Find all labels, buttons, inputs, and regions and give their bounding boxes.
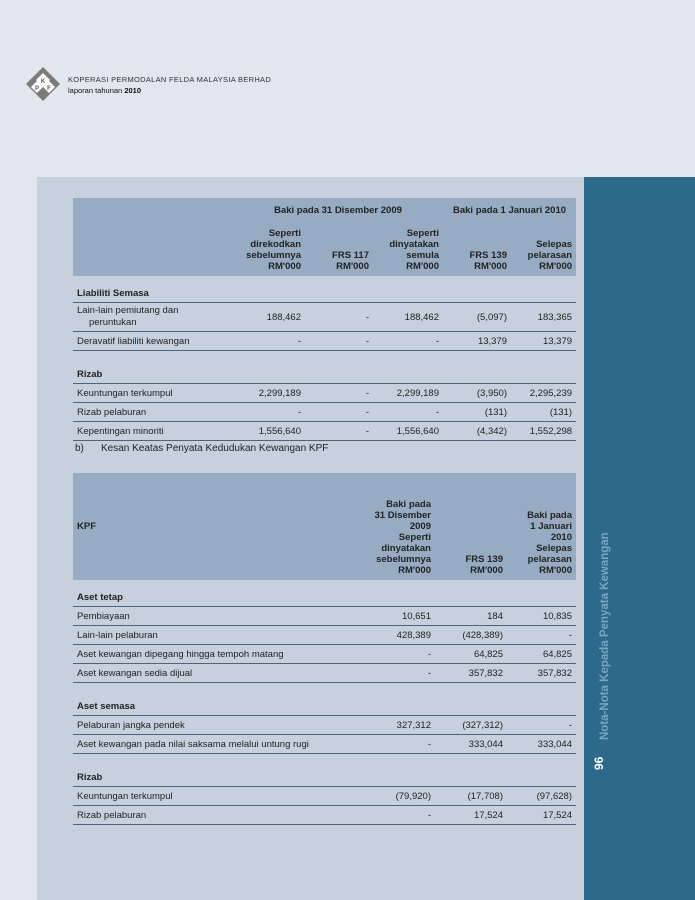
cell-value: -: [305, 422, 373, 441]
row-label: Rizab pelaburan: [73, 403, 233, 422]
cell-value: -: [305, 384, 373, 403]
cell-value: -: [343, 806, 435, 825]
row-label: Pembiayaan: [73, 607, 343, 626]
svg-text:K: K: [40, 79, 46, 85]
entity-label: KPF: [73, 473, 343, 580]
section-title: Rizab: [77, 771, 103, 783]
cell-value: (131): [443, 403, 511, 422]
table-row: [73, 332, 576, 351]
cell-value: -: [343, 735, 435, 754]
group-header-jan-2010: Baki pada 1 Januari 2010: [443, 198, 576, 222]
table1-col-header-2: FRS 117 RM'000: [305, 222, 373, 276]
cell-value: 188,462: [233, 303, 305, 332]
cell-value: 183,365: [511, 303, 576, 332]
cell-value: -: [373, 403, 443, 422]
cell-value: -: [305, 403, 373, 422]
section-title: Aset tetap: [77, 591, 123, 603]
kpf-effect-table: [73, 473, 576, 825]
table2-col-header-1: Baki pada 31 Disember 2009 Seperti dinyatakan sebelumnya RM'000: [343, 473, 435, 580]
cell-value: -: [305, 332, 373, 351]
table-row: [73, 645, 576, 664]
table-row: [73, 303, 576, 332]
cell-value: -: [507, 716, 576, 735]
adjustment-table-group: [73, 198, 576, 441]
row-label: Aset kewangan pada nilai saksama melalui untung rugi: [73, 735, 343, 754]
section-title: Rizab: [77, 368, 103, 380]
cell-value: -: [305, 303, 373, 332]
organization-name: KOPERASI PERMODALAN FELDA MALAYSIA BERHAD: [68, 75, 272, 84]
cell-value: 2,299,189: [373, 384, 443, 403]
table1-col-header-1: Seperti direkodkan sebelumnya RM'000: [233, 222, 305, 276]
row-label: Deravatif liabiliti kewangan: [73, 332, 233, 351]
report-title: laporan tahunan 2010: [68, 86, 141, 95]
cell-value: (428,389): [435, 626, 507, 645]
page-number: 96: [592, 756, 606, 770]
table-row: [73, 403, 576, 422]
cell-value: (79,920): [343, 787, 435, 806]
cell-value: (5,097): [443, 303, 511, 332]
table2-col-header-3: Baki pada 1 Januari 2010 Selepas pelarasan RM'000: [507, 473, 576, 580]
cell-value: 10,835: [507, 607, 576, 626]
cell-value: 333,044: [435, 735, 507, 754]
row-label: Rizab pelaburan: [73, 806, 343, 825]
cell-value: 2,295,239: [511, 384, 576, 403]
cell-value: 428,389: [343, 626, 435, 645]
cell-value: (3,950): [443, 384, 511, 403]
table-row: [73, 787, 576, 806]
table2-col-header-2: FRS 139 RM'000: [435, 473, 507, 580]
table1-col-header-4: FRS 139 RM'000: [443, 222, 511, 276]
table-row: [73, 716, 576, 735]
row-label: Lain-lain pemiutang dan peruntukan: [73, 303, 233, 332]
cell-value: (17,708): [435, 787, 507, 806]
row-label: Pelaburan jangka pendek: [73, 716, 343, 735]
table1-col-header-3: Seperti dinyatakan semula RM'000: [373, 222, 443, 276]
cell-value: 188,462: [373, 303, 443, 332]
cell-value: -: [373, 332, 443, 351]
table-row: [73, 806, 576, 825]
table1-header: [73, 198, 576, 276]
section-title: Aset semasa: [77, 700, 136, 712]
row-label: Aset kewangan sedia dijual: [73, 664, 343, 683]
cell-value: 333,044: [507, 735, 576, 754]
row-label: Lain-lain pelaburan: [73, 626, 343, 645]
section-title: Liabiliti Semasa: [77, 287, 149, 299]
cell-value: 357,832: [435, 664, 507, 683]
table-row: [73, 735, 576, 754]
cell-value: 10,651: [343, 607, 435, 626]
cell-value: (4,342): [443, 422, 511, 441]
cell-value: -: [233, 332, 305, 351]
cell-value: 357,832: [507, 664, 576, 683]
row-label: Kepentingan minoriti: [73, 422, 233, 441]
table-row: [73, 664, 576, 683]
table-row: [73, 422, 576, 441]
row-label: Keuntungan terkumpul: [73, 787, 343, 806]
section-title-vertical: Nota-Nota Kepada Penyata Kewangan: [599, 532, 611, 740]
kpf-logo: [26, 67, 60, 101]
cell-value: 64,825: [435, 645, 507, 664]
svg-text:F: F: [47, 86, 51, 92]
cell-value: -: [233, 403, 305, 422]
cell-value: 327,312: [343, 716, 435, 735]
cell-value: (97,628): [507, 787, 576, 806]
table-row: [73, 384, 576, 403]
table-row: [73, 607, 576, 626]
row-label: Keuntungan terkumpul: [73, 384, 233, 403]
cell-value: -: [343, 645, 435, 664]
cell-value: (327,312): [435, 716, 507, 735]
cell-value: 2,299,189: [233, 384, 305, 403]
cell-value: 184: [435, 607, 507, 626]
cell-value: 64,825: [507, 645, 576, 664]
table2-header: [73, 473, 576, 580]
row-label: Aset kewangan dipegang hingga tempoh matang: [73, 645, 343, 664]
cell-value: (131): [511, 403, 576, 422]
group-header-dec-2009: Baki pada 31 Disember 2009: [233, 198, 443, 222]
cell-value: 13,379: [443, 332, 511, 351]
cell-value: 1,556,640: [373, 422, 443, 441]
cell-value: 1,556,640: [233, 422, 305, 441]
table1-col-header-5: Selepas pelarasan RM'000: [511, 222, 576, 276]
cell-value: -: [343, 664, 435, 683]
cell-value: 1,552,298: [511, 422, 576, 441]
cell-value: -: [507, 626, 576, 645]
svg-text:P: P: [34, 86, 40, 92]
cell-value: 17,524: [507, 806, 576, 825]
note-b-heading: b) Kesan Keatas Penyata Kedudukan Kewangan KPF: [75, 443, 329, 454]
cell-value: 13,379: [511, 332, 576, 351]
cell-value: 17,524: [435, 806, 507, 825]
table-row: [73, 626, 576, 645]
